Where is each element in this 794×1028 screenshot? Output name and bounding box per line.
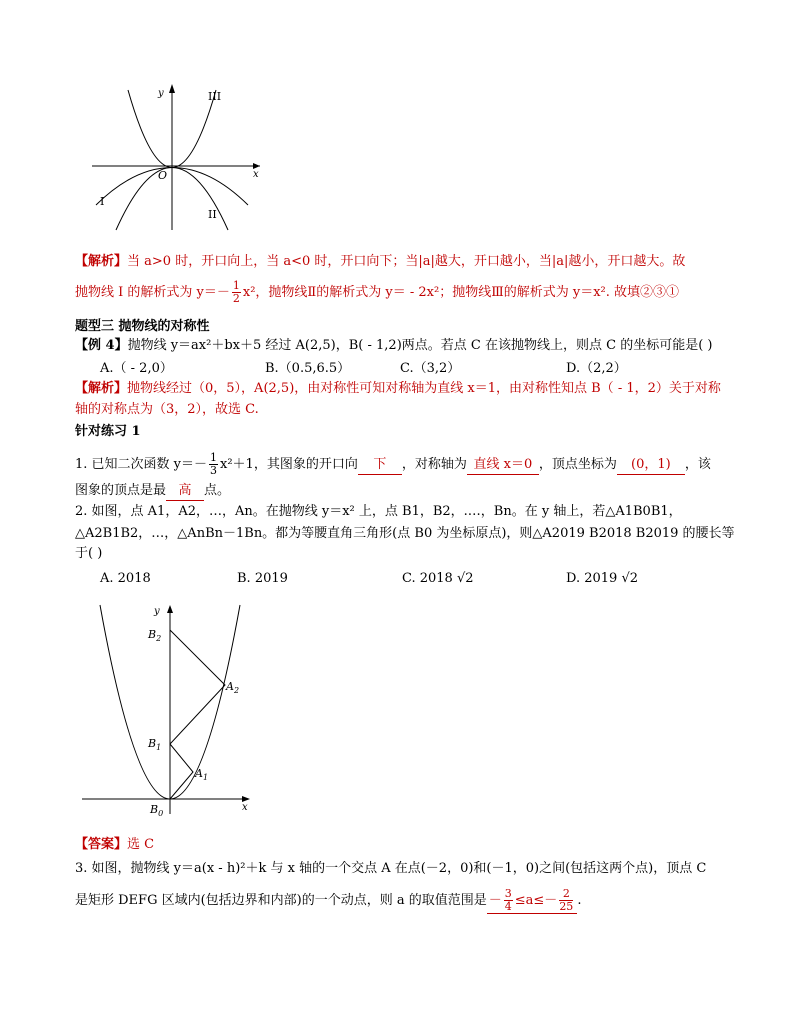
label-b2: $B_2$ [148, 628, 162, 643]
q1-line1: 1. 已知二次函数 y＝－ $\frac{1}{3}$ x²＋1，其图象的开口向 下 ，对称轴为 直线 x＝0 ，顶点坐标为 (0，1) ，该 [75, 451, 711, 477]
example4-question: 【例 4】抛物线 y＝ax²＋bx＋5 经过 A(2,5)，B( - 1,2)两点。若点 C 在该抛物线上，则点 C 的坐标可能是( ) [75, 338, 713, 353]
curve-label-i: I [100, 195, 105, 208]
y-label: y [158, 88, 164, 99]
answer2: 【答案】选 C [75, 837, 155, 852]
q3-line2: 是矩形 DEFG 区域内(包括边界和内部)的一个动点，则 a 的取值范围是 － $\frac{3}{4}$ ≤a≤－ $\frac{2}{25}$ . [75, 887, 582, 913]
origin-label: O [158, 169, 168, 182]
option-a: A. 2018 [100, 571, 151, 586]
option-d: D. 2019 √2 [566, 571, 638, 586]
y-label: y [154, 606, 160, 617]
q2-line3: 于( ) [75, 546, 103, 561]
curve-label-iii: III [208, 90, 222, 103]
label-b1: $B_1$ [148, 737, 162, 752]
parabola-figure-1 [88, 80, 268, 232]
label-a1: $A_1$ [195, 767, 209, 782]
fraction-three-quarters: $\frac{3}{4}$ [504, 887, 512, 913]
option-b: B. 2019 [237, 571, 288, 586]
curve-label-ii: II [208, 208, 217, 221]
answer-blank-range: － $\frac{3}{4}$ ≤a≤－ $\frac{2}{25}$ [487, 888, 578, 914]
label-a2: $A_2$ [226, 680, 240, 695]
option-a: A.（ - 2,0） [100, 361, 173, 376]
label-b0: $B_0$ [150, 803, 164, 818]
option-c: C. 2018 √2 [402, 571, 474, 586]
analysis2-line2: 轴的对称点为（3，2），故选 C. [75, 402, 259, 417]
analysis1-line2: 抛物线 I 的解析式为 y＝－ $\frac{1}{2}$ x²，抛物线Ⅱ的解析式为 y＝ - 2x²；抛物线Ⅲ的解析式为 y＝x². 故填②③① [75, 279, 680, 305]
option-d: D.（2,2） [566, 361, 627, 376]
q3-line1: 3. 如图，抛物线 y＝a(x - h)²＋k 与 x 轴的一个交点 A 在点(－2，0)和(－1，0)之间(包括这两个点)，顶点 C [75, 861, 707, 876]
x-label: x [242, 802, 248, 813]
q2-line2: △A2B1B2，…，△AnBn－1Bn。都为等腰直角三角形(点 B0 为坐标原点)，则△A2019 B2018 B2019 的腰长等 [75, 526, 735, 541]
option-b: B.（0.5,6.5） [265, 361, 351, 376]
answer-blank-vertex: (0，1) [617, 456, 685, 475]
analysis1-line1: 【解析】当 a>0 时，开口向上，当 a<0 时，开口向下；当|a|越大，开口越小，当|a|越小，开口越大。故 [75, 254, 686, 269]
q1-line2: 图象的顶点是最 高 点。 [75, 482, 230, 501]
fraction-one-third: $\frac{1}{3}$ [210, 451, 218, 477]
x-label: x [253, 169, 259, 180]
fraction-one-half: $\frac{1}{2}$ [232, 279, 240, 305]
practice-title: 针对练习 1 [75, 424, 141, 439]
q2-line1: 2. 如图，点 A1，A2，…，An。在抛物线 y＝x² 上，点 B1，B2，.…，Bn。在 y 轴上，若△A1B0B1， [75, 504, 682, 519]
answer-blank-extreme: 高 [166, 482, 204, 501]
answer-blank-opening: 下 [358, 456, 402, 475]
analysis-tag: 【解析】 [75, 254, 128, 269]
y-axis-arrow [167, 605, 173, 613]
analysis2-line1: 【解析】抛物线经过（0，5），A(2,5)，由对称性可知对称轴为直线 x＝1，由对称性知点 B（ - 1，2）关于对称 [75, 381, 721, 396]
fraction-two-25ths: $\frac{2}{25}$ [559, 887, 574, 913]
answer-blank-axis: 直线 x＝0 [467, 456, 539, 475]
option-c: C.（3,2） [400, 361, 461, 376]
parabola-figure-2 [80, 600, 265, 820]
section-title: 题型三 抛物线的对称性 [75, 319, 210, 334]
y-axis-arrow [169, 84, 175, 93]
